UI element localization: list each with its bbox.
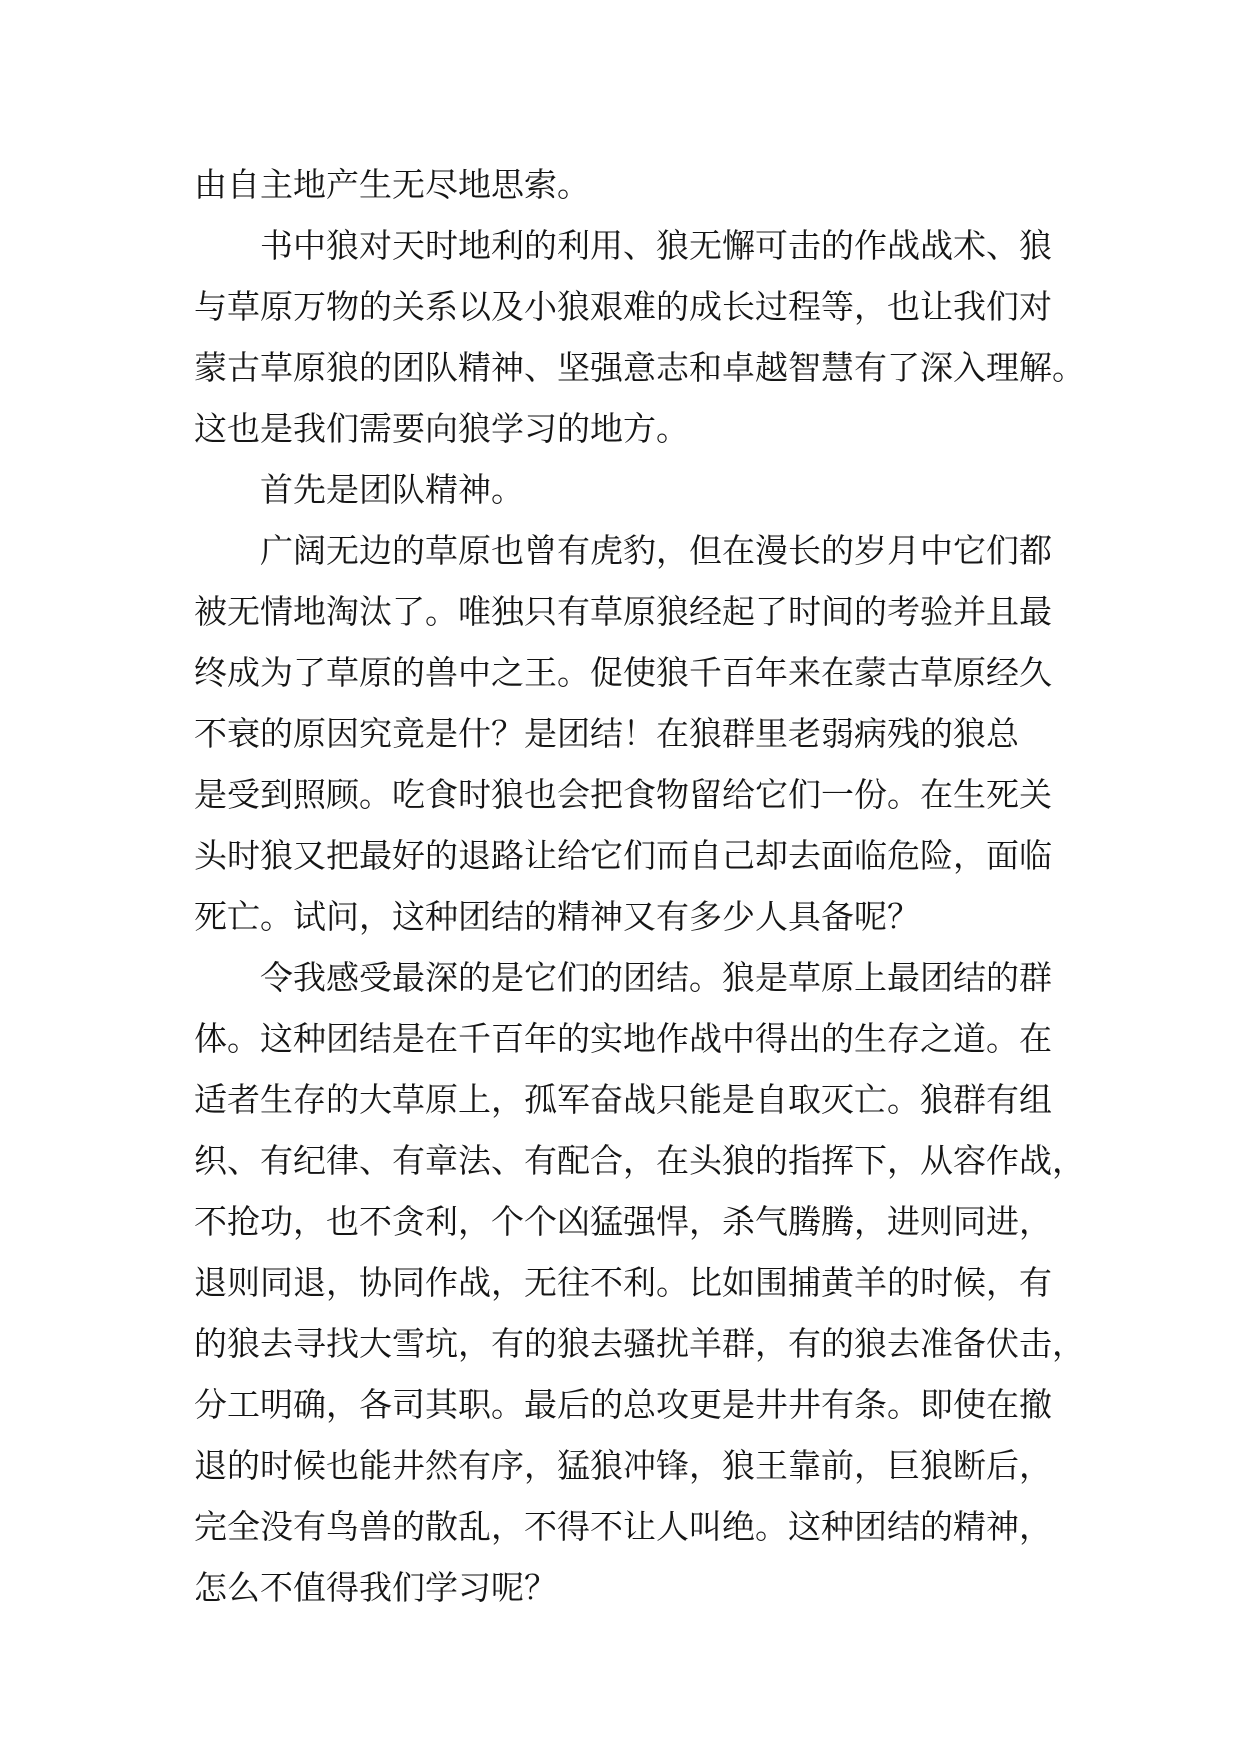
- text-line: 与草原万物的关系以及小狼艰难的成长过程等，也让我们对: [194, 287, 1052, 326]
- text-line: 书中狼对天时地利的利用、狼无懈可击的作战战术、狼: [260, 226, 1052, 265]
- text-line: 不衰的原因究竟是什？是团结！在狼群里老弱病残的狼总: [194, 714, 1019, 753]
- text-line: 怎么不值得我们学习呢？: [194, 1568, 557, 1607]
- text-line: 分工明确，各司其职。最后的总攻更是井井有条。即使在撤: [194, 1385, 1052, 1424]
- paragraph: [194, 154, 1060, 215]
- paragraph: [194, 520, 1060, 947]
- text-line: 死亡。试问，这种团结的精神又有多少人具备呢？: [194, 897, 920, 936]
- text-line: 令我感受最深的是它们的团结。狼是草原上最团结的群: [260, 958, 1052, 997]
- text-line: 头时狼又把最好的退路让给它们而自己却去面临危险，面临: [194, 836, 1052, 875]
- text-line: 是受到照顾。吃食时狼也会把食物留给它们一份。在生死关: [194, 775, 1052, 814]
- text-line: 体。这种团结是在千百年的实地作战中得出的生存之道。在: [194, 1019, 1052, 1058]
- text-line: 这也是我们需要向狼学习的地方。: [194, 409, 689, 448]
- paragraph: [194, 947, 1085, 1618]
- text-line: 首先是团队精神。: [260, 470, 524, 509]
- text-line: 织、有纪律、有章法、有配合，在头狼的指挥下，从容作战，: [194, 1141, 1085, 1180]
- text-line: 蒙古草原狼的团队精神、坚强意志和卓越智慧有了深入理解。: [194, 348, 1085, 387]
- text-line: 不抢功，也不贪利，个个凶猛强悍，杀气腾腾，进则同进，: [194, 1202, 1052, 1241]
- text-line: 终成为了草原的兽中之王。促使狼千百年来在蒙古草原经久: [194, 653, 1052, 692]
- text-line: 完全没有鸟兽的散乱，不得不让人叫绝。这种团结的精神，: [194, 1507, 1052, 1546]
- paragraph: [194, 459, 1060, 520]
- text-line: 适者生存的大草原上，孤军奋战只能是自取灭亡。狼群有组: [194, 1080, 1052, 1119]
- text-line: 被无情地淘汰了。唯独只有草原狼经起了时间的考验并且最: [194, 592, 1052, 631]
- text-line: 广阔无边的草原也曾有虎豹，但在漫长的岁月中它们都: [260, 531, 1052, 570]
- text-line: 退则同退，协同作战，无往不利。比如围捕黄羊的时候，有: [194, 1263, 1052, 1302]
- text-line: 退的时候也能井然有序，猛狼冲锋，狼王靠前，巨狼断后，: [194, 1446, 1052, 1485]
- text-line: 由自主地产生无尽地思索。: [194, 165, 590, 204]
- document-body: [194, 154, 1085, 1618]
- paragraph: [194, 215, 1085, 459]
- text-line: 的狼去寻找大雪坑，有的狼去骚扰羊群，有的狼去准备伏击，: [194, 1324, 1085, 1363]
